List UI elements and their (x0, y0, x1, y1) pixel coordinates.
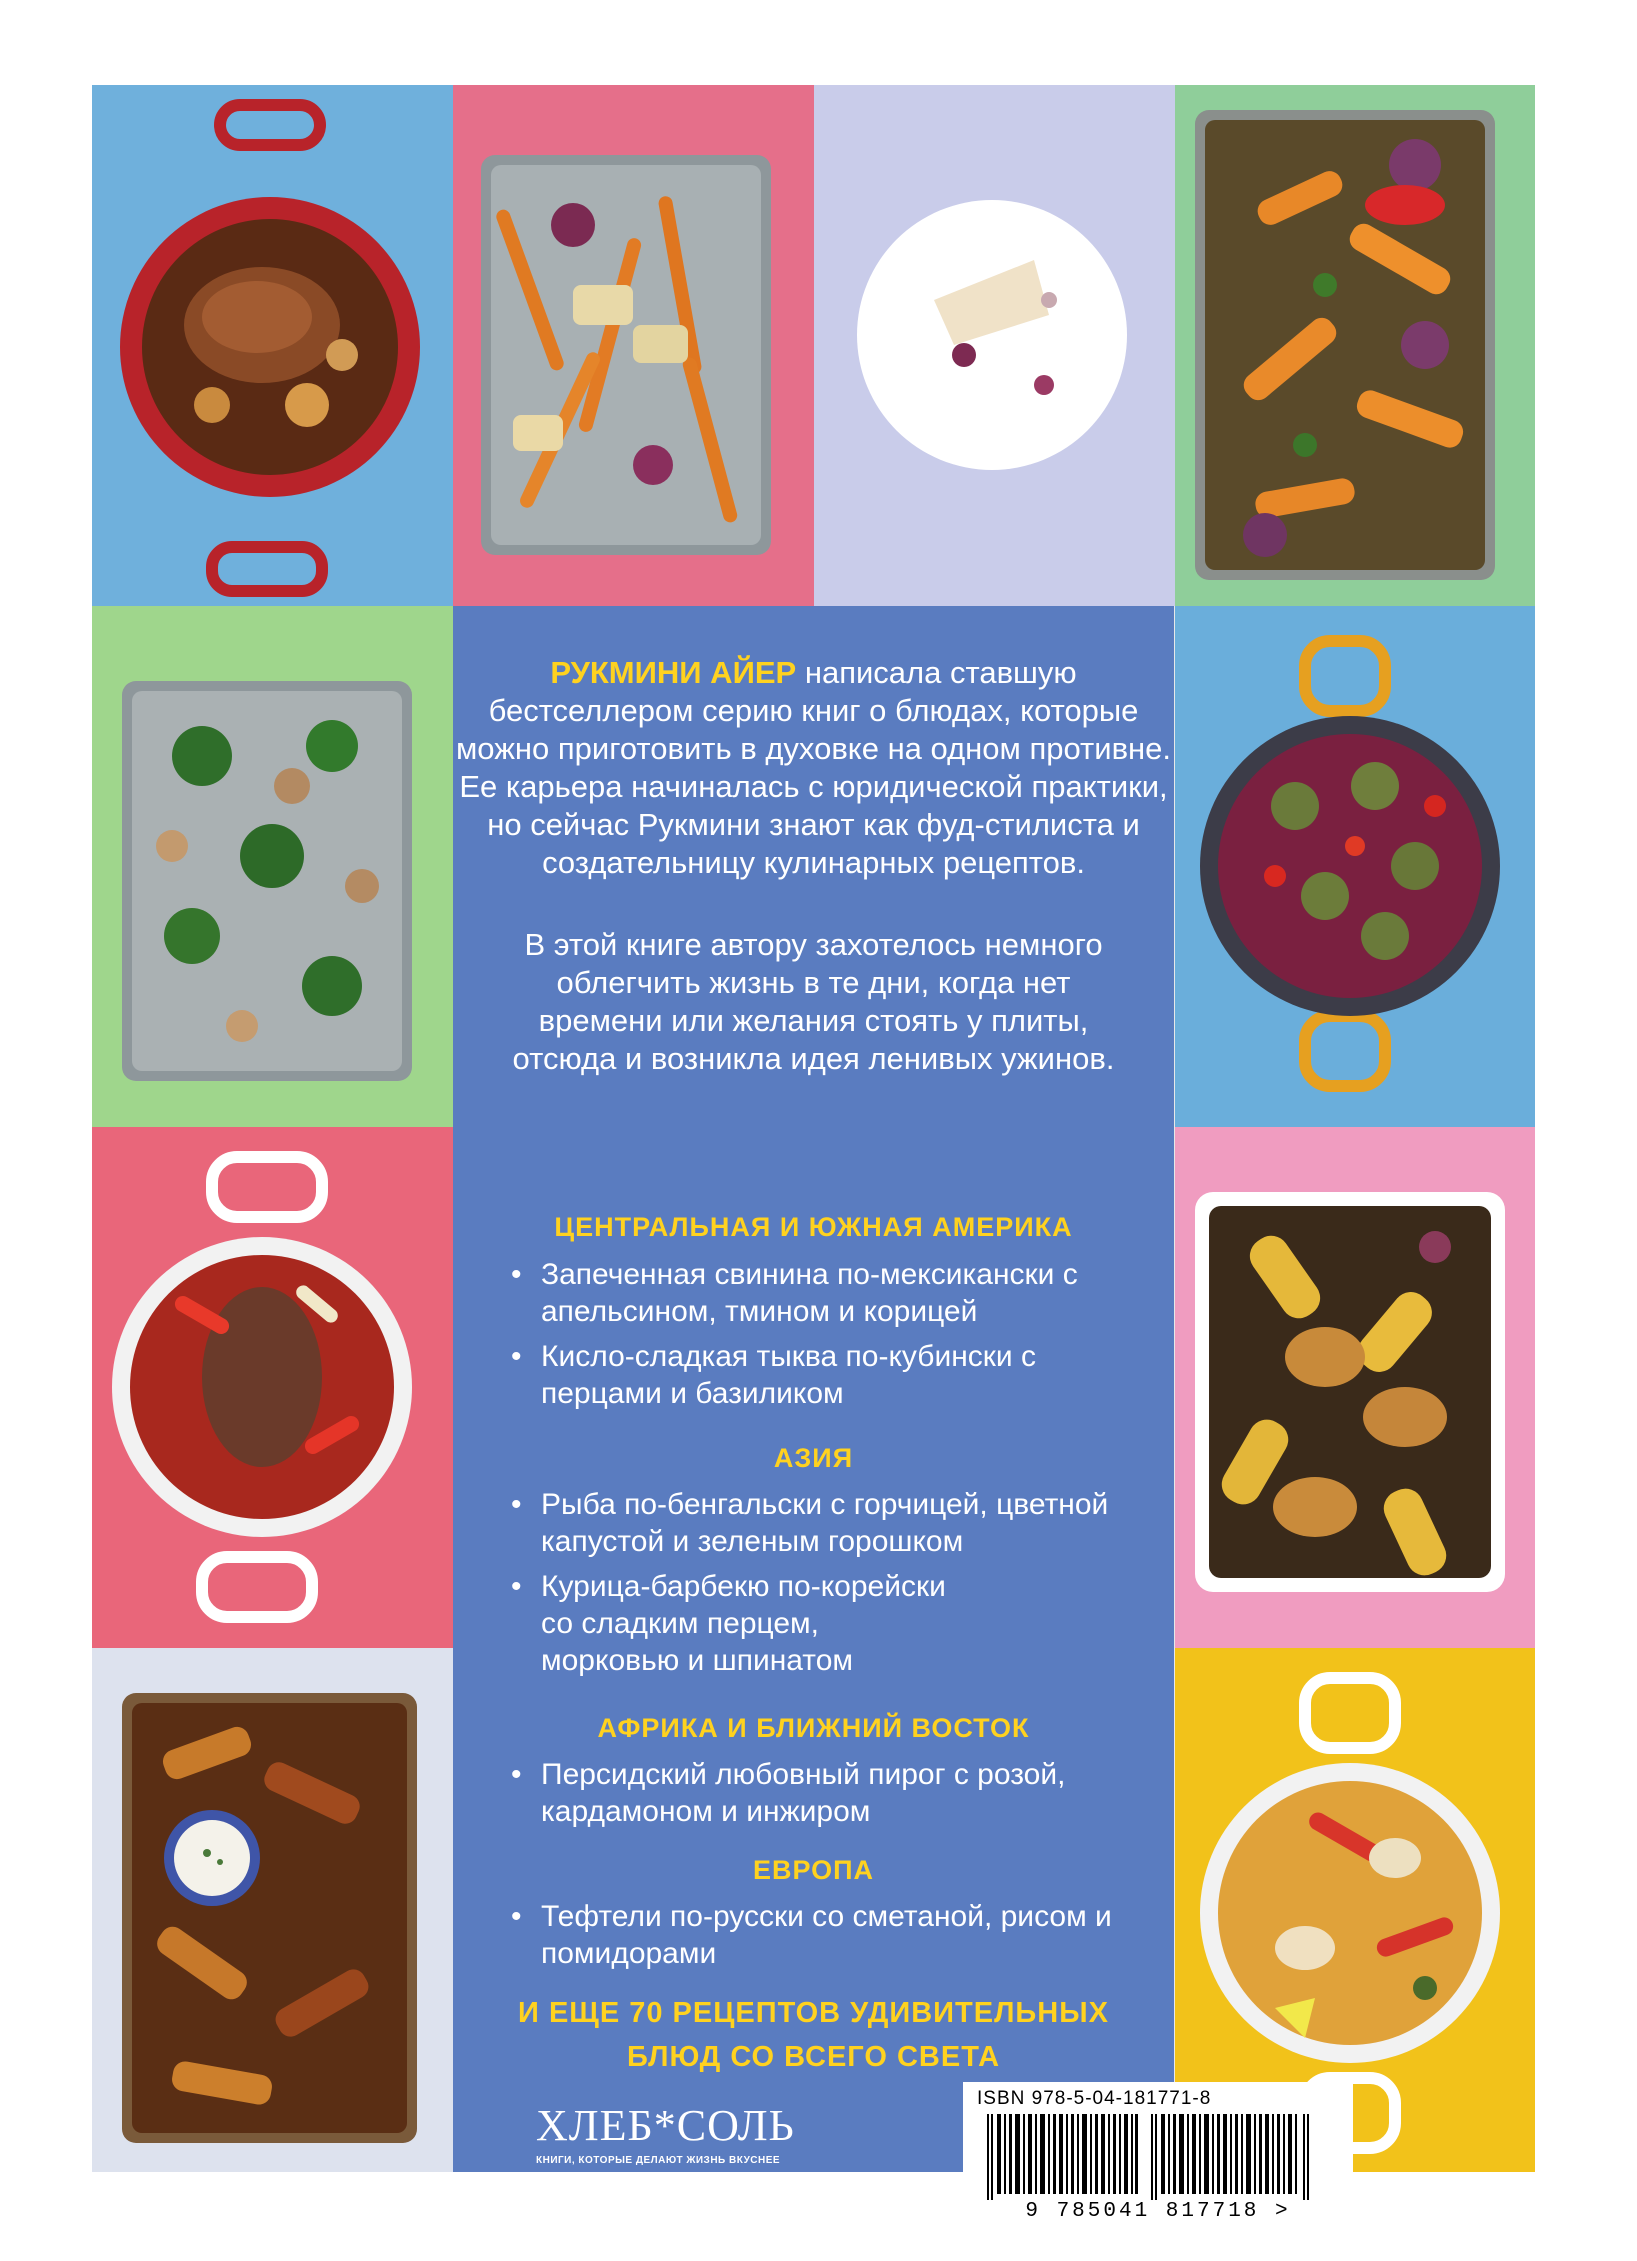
potatoes-tray-illustration (92, 1648, 453, 2172)
chicken-corn-dish-illustration (1175, 1127, 1535, 1648)
pork-roast-pot-illustration (92, 85, 453, 606)
broccoli-tray-illustration (92, 606, 453, 1127)
author-bio (453, 654, 1174, 882)
book-intro (453, 926, 1174, 1078)
recipe-name: Тефтели по-русски со сметаной, рисом и помидорами (541, 1900, 1112, 1970)
bullet-icon: • (511, 1340, 522, 1373)
recipe-name: Запеченная свинина по-мексикански с апельсином, тмином и корицей (541, 1258, 1078, 1328)
list-item (511, 1486, 1151, 1560)
isbn-digits: 9 785041 817718 > (1025, 2200, 1291, 2223)
description-panel (453, 606, 1291, 2223)
isbn-barcode (963, 2082, 1353, 2223)
recipe-name: Рыба по-бенгальски с горчицей, цветной капустой и зеленым горошком (541, 1488, 1109, 1558)
vk-icon (536, 2184, 552, 2200)
bullet-icon: • (511, 1258, 522, 1291)
mexican-pork-pot-illustration (92, 1127, 453, 1648)
bullet-icon: • (511, 1570, 522, 1603)
photo-tile-mexican-pork (92, 1127, 453, 1648)
author-intro (453, 654, 1174, 882)
social-handle: breadsalt.publisher (557, 2184, 687, 2200)
photo-tile-cuban-squash (1175, 85, 1535, 606)
recipe-name: Курица-барбекю по-корейски со сладким перцем, морковью и шпинатом (541, 1570, 946, 1677)
bullet-icon: • (511, 1900, 522, 1933)
photo-tile-roasted-carrots (453, 85, 814, 606)
photo-tile-bbq-chicken (1175, 1127, 1535, 1648)
cover-board (92, 85, 1535, 2223)
photo-tile-meatballs (1175, 606, 1535, 1127)
author-bio-text: написала ставшую бестселлером серию книг о блюдах, которые можно приготовить в духовке на одном противне. Ее карьера начиналась с юридической практики, но сейчас Рукмини знают как фуд-стилиста и создательницу кулинарных рецептов. (455, 655, 1172, 880)
cake-plate-illustration (814, 85, 1175, 606)
publisher-logo: ХЛЕБ*СОЛЬ (536, 2101, 795, 2150)
closing-line-1: И ЕЩЕ 70 РЕЦЕПТОВ УДИВИТЕЛЬНЫХ (518, 1997, 1109, 2029)
squash-tray-illustration (1175, 85, 1535, 606)
social-link[interactable] (536, 2184, 686, 2200)
list-item (511, 1568, 1151, 1679)
photo-tile-roast-pork (92, 85, 453, 606)
photo-tile-broccoli (92, 606, 453, 1127)
closing-line-2: БЛЮД СО ВСЕГО СВЕТА (626, 2041, 1001, 2073)
photo-tile-potatoes (92, 1648, 453, 2172)
section-title-latin-america: ЦЕНТРАЛЬНАЯ И ЮЖНАЯ АМЕРИКА (554, 1212, 1073, 1242)
section-title-asia: АЗИЯ (773, 1443, 854, 1473)
bullet-icon: • (511, 1758, 522, 1791)
meatballs-pot-illustration (1175, 606, 1535, 1127)
carrots-tray-illustration (453, 85, 814, 606)
section-title-europe: ЕВРОПА (752, 1855, 875, 1885)
list-item (511, 1338, 1151, 1412)
recipe-name: Персидский любовный пирог с розой, кардамоном и инжиром (541, 1758, 1066, 1828)
bullet-icon: • (511, 1488, 522, 1521)
author-name: РУКМИНИ АЙЕР (550, 655, 797, 690)
list-item (511, 1756, 1151, 1830)
publisher-tagline: КНИГИ, КОТОРЫЕ ДЕЛАЮТ ЖИЗНЬ ВКУСНЕЕ (536, 2155, 781, 2166)
recipe-name: Кисло-сладкая тыква по-кубински с перцами и базиликом (541, 1340, 1036, 1410)
book-intro-text: В этой книге автору захотелось немного облегчить жизнь в те дни, когда нет времени или желания стоять у плиты, отсюда и возникла идея ленивых ужинов. (512, 927, 1115, 1076)
list-item (511, 1898, 1151, 1972)
photo-tile-love-cake (814, 85, 1175, 606)
section-title-africa-middle-east: АФРИКА И БЛИЖНИЙ ВОСТОК (597, 1713, 1030, 1743)
isbn-label: ISBN 978-5-04-181771-8 (977, 2088, 1212, 2109)
list-item (511, 1256, 1151, 1330)
